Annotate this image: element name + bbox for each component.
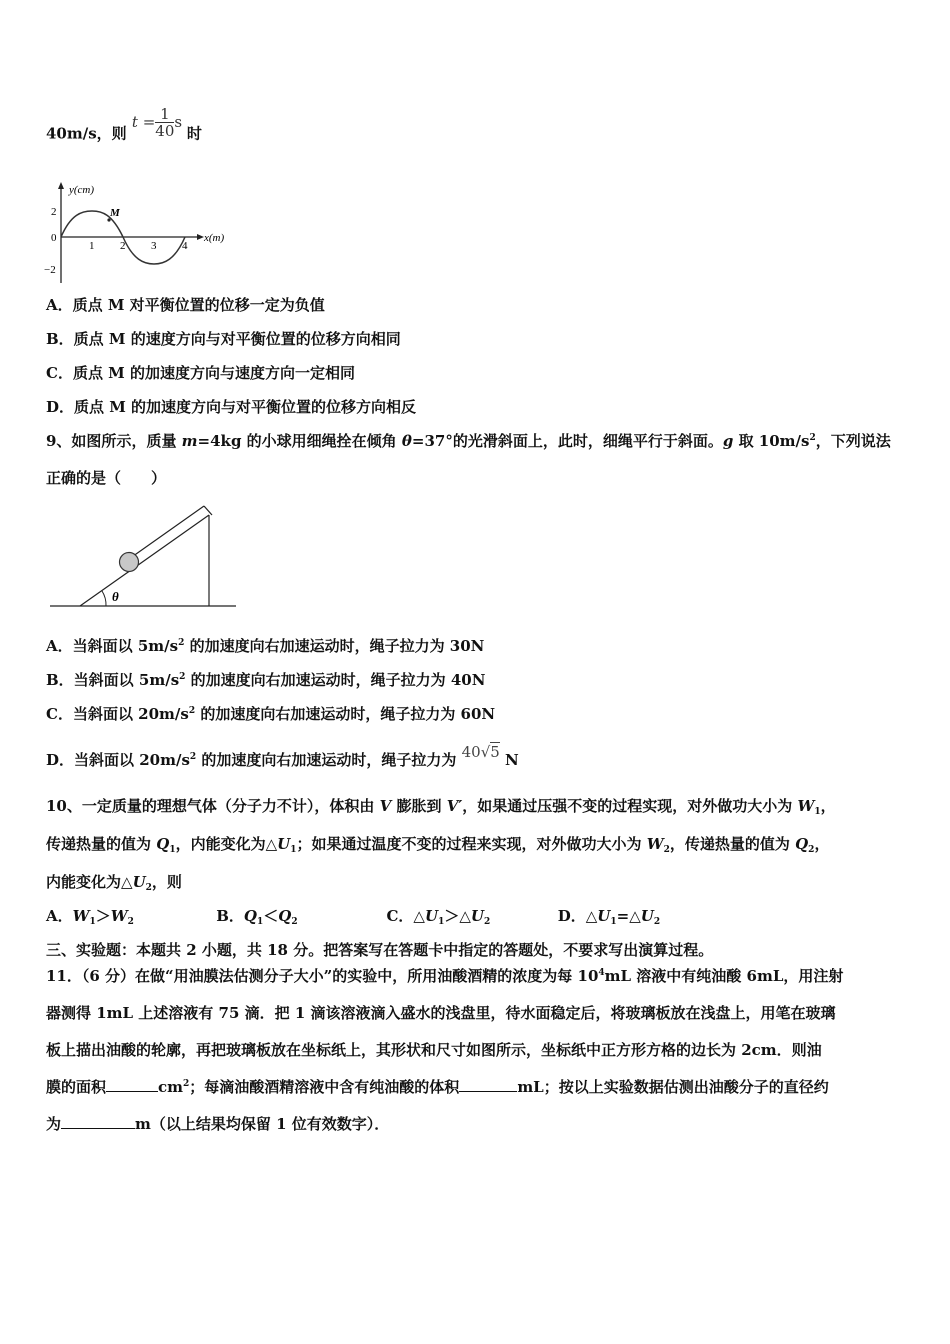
q10-option-b xyxy=(216,906,381,926)
text: D．当斜面以 20m/s xyxy=(46,751,190,769)
q-var: Q xyxy=(795,835,809,853)
q8-intro-text: 40m/s，则 xyxy=(46,124,127,143)
frac-den: 40 xyxy=(155,122,175,140)
x-label: x(m) xyxy=(204,232,225,244)
text: ，如果通过压强不变的过程实现，对外做功大小为 xyxy=(462,797,798,815)
sub: 2 xyxy=(145,883,152,893)
q-var: Q xyxy=(278,907,292,925)
text: 的加速度向右加速运动时，绳子拉力为 xyxy=(196,751,462,769)
text: 传递热量的值为 xyxy=(46,835,157,853)
wave-graph xyxy=(40,178,240,288)
sub: 2 xyxy=(653,917,661,927)
text: 的加速度向右加速运动时，绳子拉力为 60N xyxy=(195,705,496,723)
q9-stem-line1 xyxy=(46,431,891,451)
delta: △ xyxy=(629,907,641,925)
sup: 2 xyxy=(178,638,185,648)
q-var: Q xyxy=(243,907,257,925)
op: ＞ xyxy=(444,907,460,925)
label: A． xyxy=(46,907,73,925)
x-tick: 4 xyxy=(182,240,188,252)
u-var: U xyxy=(132,873,146,891)
text: ，则 xyxy=(151,873,182,891)
q11-line4 xyxy=(46,1077,829,1097)
w-var: W xyxy=(72,907,90,925)
y-tick: 0 xyxy=(51,232,57,244)
v-prime-var: V′ xyxy=(446,797,463,815)
sup: 2 xyxy=(188,706,196,716)
unit: N xyxy=(499,751,519,769)
x-tick: 2 xyxy=(120,240,126,252)
u-var: U xyxy=(424,907,439,925)
q9-option-c xyxy=(46,704,495,724)
sub: 2 xyxy=(808,845,815,855)
text: C．当斜面以 20m/s xyxy=(46,705,189,723)
y-arrow-icon xyxy=(58,182,64,189)
sup: 2 xyxy=(179,672,186,682)
area-answer-blank[interactable] xyxy=(106,1077,158,1092)
text: 的加速度向右加速运动时，绳子拉力为 30N xyxy=(184,637,485,655)
sup: 2 xyxy=(809,433,816,443)
w-var: W xyxy=(797,797,815,815)
x-tick: 3 xyxy=(151,240,157,252)
q9-option-b xyxy=(46,670,485,690)
text: A．当斜面以 5m/s xyxy=(46,637,179,655)
label: D． xyxy=(557,907,586,925)
sub: 1 xyxy=(438,917,445,927)
q10-line1 xyxy=(46,796,836,816)
delta: △ xyxy=(585,907,598,925)
q10-option-d xyxy=(558,906,660,926)
sub: 2 xyxy=(483,917,491,927)
y-tick: −2 xyxy=(44,264,56,276)
q10-line3 xyxy=(46,872,182,892)
rope-tie xyxy=(204,506,212,515)
op: ＞ xyxy=(95,907,111,925)
text: ， xyxy=(814,835,830,853)
q11-line1 xyxy=(46,966,843,986)
label: B． xyxy=(216,907,244,925)
text: 膨胀到 xyxy=(391,797,447,815)
incline-surface xyxy=(80,515,209,606)
rope xyxy=(129,506,204,559)
text: ， xyxy=(820,797,836,815)
text: B．当斜面以 5m/s xyxy=(46,671,180,689)
t-var: t xyxy=(131,112,138,131)
q8-option-b: B．质点 M 的速度方向与对平衡位置的位移方向相同 xyxy=(46,330,401,348)
u-var: U xyxy=(277,835,291,853)
theta-label: θ xyxy=(112,589,119,604)
text: mL；按以上实验数据估测出油酸分子的直径约 xyxy=(517,1078,829,1096)
theta-var: θ xyxy=(401,432,412,450)
q8-option-a: A．质点 M 对平衡位置的位移一定为负值 xyxy=(46,296,325,314)
q10-option-a xyxy=(46,906,211,926)
diameter-answer-blank[interactable] xyxy=(61,1114,135,1129)
text: 11．（6 分）在做“用油膜法估测分子大小”的实验中，所用油酸酒精的浓度为每 10 xyxy=(46,967,599,985)
incline-figure xyxy=(46,500,241,612)
ball xyxy=(120,553,139,572)
sub: 1 xyxy=(89,917,96,927)
delta: △ xyxy=(459,907,471,925)
sub: 2 xyxy=(127,917,134,927)
x-arrow-icon xyxy=(197,234,204,240)
q10-option-c xyxy=(386,906,552,926)
frac-num: 1 xyxy=(155,106,174,123)
radicand: 5 xyxy=(490,743,500,761)
point-m-label: M xyxy=(110,207,120,219)
q8-option-c: C．质点 M 的加速度方向与速度方向一定相同 xyxy=(46,364,355,382)
sub: 2 xyxy=(291,917,298,927)
text: cm xyxy=(158,1078,184,1096)
op: = xyxy=(616,907,630,925)
m-var: m xyxy=(181,432,198,450)
text: ，下列说法 xyxy=(815,432,891,450)
sub: 1 xyxy=(610,917,617,927)
y-label: y(cm) xyxy=(69,184,95,196)
unit-s: s xyxy=(174,112,183,131)
q8-intro xyxy=(46,105,202,151)
section-3-heading: 三、实验题：本题共 2 小题，共 18 分。把答案写在答题卡中指定的答题处，不要求写出演算过程。 xyxy=(46,941,714,959)
sup: 2 xyxy=(189,752,197,762)
delta: △ xyxy=(413,907,425,925)
sup: 2 xyxy=(183,1079,190,1089)
delta: △ xyxy=(265,835,278,853)
x-tick: 1 xyxy=(89,240,95,252)
label: C． xyxy=(386,907,414,925)
q9-option-a xyxy=(46,636,484,656)
text: ；如果通过温度不变的过程来实现，对外做功大小为 xyxy=(296,835,647,853)
coef: 40 xyxy=(461,743,481,761)
sub: 2 xyxy=(663,845,670,855)
y-tick: 2 xyxy=(51,206,57,218)
q9-stem-line2: 正确的是（ ） xyxy=(46,469,167,487)
u-var: U xyxy=(470,907,484,925)
q10-line2 xyxy=(46,834,829,854)
text: ，内能变化为 xyxy=(175,835,266,853)
u-var: U xyxy=(597,907,611,925)
sub: 1 xyxy=(257,917,264,927)
sqrt-expression: 40√5 xyxy=(461,743,500,761)
q11-line2: 器测得 1mL 上述溶液有 75 滴．把 1 滴该溶液滴入盛水的浅盘里，待水面稳定后，将玻璃板放在浅盘上，用笔在玻璃 xyxy=(46,1004,836,1022)
text: 10、一定质量的理想气体（分子力不计），体积由 xyxy=(46,797,380,815)
text: 的加速度向右加速运动时，绳子拉力为 40N xyxy=(185,671,486,689)
q9-option-d xyxy=(46,743,519,770)
fraction xyxy=(155,106,174,139)
u-var: U xyxy=(640,907,654,925)
text: =37°的光滑斜面上，此时，细绳平行于斜面。 xyxy=(411,432,723,450)
text: =4kg 的小球用细绳拴在倾角 xyxy=(197,432,402,450)
text: 膜的面积 xyxy=(46,1078,107,1096)
text: m（以上结果均保留 1 位有效数字）． xyxy=(135,1115,390,1133)
q-var: Q xyxy=(156,835,170,853)
text: 内能变化为 xyxy=(46,873,122,891)
volume-answer-blank[interactable] xyxy=(459,1077,517,1092)
sup: 4 xyxy=(598,968,605,978)
w-var: W xyxy=(110,907,128,925)
text: 9、如图所示，质量 xyxy=(46,432,182,450)
q11-line5 xyxy=(46,1114,389,1134)
angle-arc xyxy=(102,591,106,606)
text: ，传递热量的值为 xyxy=(669,835,796,853)
text: 取 10m/s xyxy=(733,432,810,450)
text: ；每滴油酸酒精溶液中含有纯油酸的体积 xyxy=(189,1078,460,1096)
sub: 1 xyxy=(290,845,297,855)
op: ＜ xyxy=(263,907,279,925)
sub: 1 xyxy=(169,845,176,855)
sub: 1 xyxy=(814,807,821,817)
delta: △ xyxy=(121,873,133,891)
text: mL 溶液中有纯油酸 6mL，用注射 xyxy=(604,967,844,985)
text: 为 xyxy=(46,1115,62,1133)
w-var: W xyxy=(646,835,664,853)
q8-option-d: D．质点 M 的加速度方向与对平衡位置的位移方向相反 xyxy=(46,398,417,416)
q10-options xyxy=(46,906,660,926)
q8-intro-suffix: 时 xyxy=(186,124,202,143)
g-var: g xyxy=(722,432,734,450)
q11-line3: 板上描出油酸的轮廓，再把玻璃板放在坐标纸上，其形状和尺寸如图所示，坐标纸中正方形方格的边长为 2cm．则油 xyxy=(46,1041,822,1059)
v-var: V xyxy=(379,797,392,815)
time-formula xyxy=(131,105,187,140)
equals: = xyxy=(142,112,156,131)
